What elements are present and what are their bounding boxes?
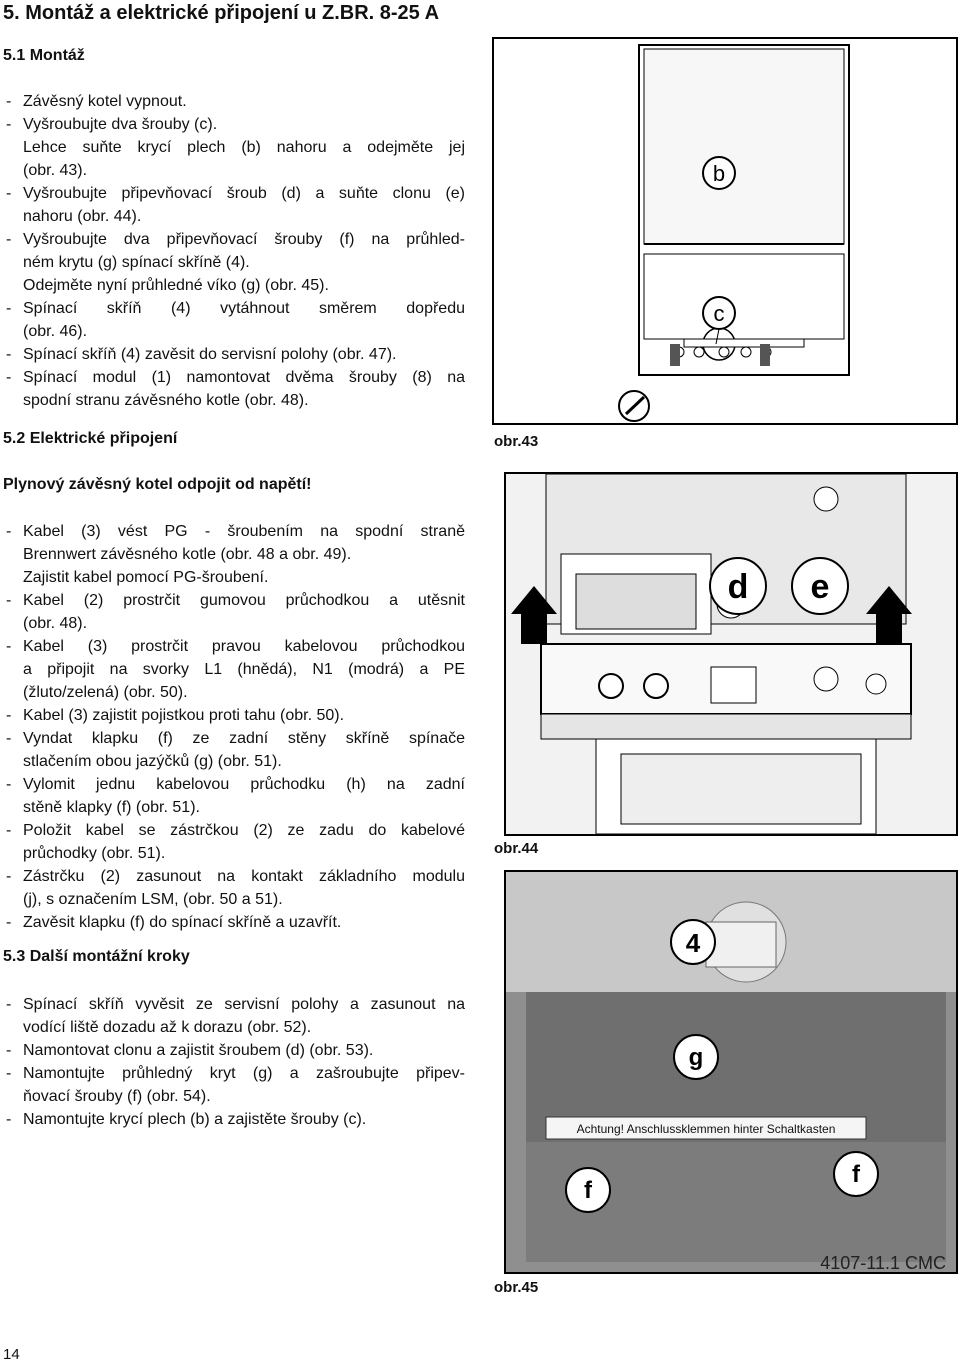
list-line: - Vyšroubujte dva šrouby (c). <box>3 113 465 136</box>
figure-44 <box>504 472 958 836</box>
heading-5-1: 5.1 Montáž <box>3 47 85 64</box>
list-line: spodní stranu závěsného kotle (obr. 48). <box>23 392 309 409</box>
warning-disconnect: Plynový závěsný kotel odpojit od napětí! <box>3 476 312 493</box>
photo-code: 4107-11.1 CMC <box>820 1253 946 1272</box>
caption-obr-44: obr.44 <box>494 840 539 857</box>
list-line: Brennwert závěsného kotle (obr. 48 a obr. 49). <box>23 546 352 563</box>
list-line: vodící liště dozadu až k dorazu (obr. 52). <box>23 1019 312 1036</box>
list-5-3 <box>3 993 465 1131</box>
boiler-front-drawing <box>494 39 956 423</box>
list-line: a připojit na svorky L1 (hnědá), N1 (modrá) a PE <box>23 661 465 678</box>
list-line: - Položit kabel se zástrčkou (2) ze zadu do kabelové <box>3 819 465 842</box>
label-f-right: f <box>852 1161 860 1188</box>
figure-43 <box>492 37 958 425</box>
heading-5-3: 5.3 Další montážní kroky <box>3 948 190 965</box>
list-line: stlačením obou jazýčků (g) (obr. 51). <box>23 753 282 770</box>
label-g: g <box>688 1044 704 1071</box>
label-c: c <box>713 301 725 326</box>
list-line: (obr. 43). <box>23 162 88 179</box>
list-line: - Namontujte průhledný kryt (g) a zašroubujte připev- <box>3 1062 465 1085</box>
list-line: - Namontujte krycí plech (b) a zajistěte šrouby (c). <box>3 1108 465 1131</box>
list-line: Zajistit kabel pomocí PG-šroubení. <box>23 569 269 586</box>
figure-45 <box>504 870 958 1274</box>
label-f-left: f <box>584 1177 592 1204</box>
list-line: Lehce suňte krycí plech (b) nahoru a odejměte jej <box>23 139 465 156</box>
boiler-panel-drawing <box>506 474 956 834</box>
list-line: - Kabel (3) vést PG - šroubením na spodní straně <box>3 520 465 543</box>
page-number: 14 <box>3 1346 20 1363</box>
heading-5-2: 5.2 Elektrické připojení <box>3 430 178 447</box>
list-line: - Závěsný kotel vypnout. <box>3 90 465 113</box>
caption-obr-43: obr.43 <box>494 433 539 450</box>
list-line: - Zavěsit klapku (f) do spínací skříně a uzavřít. <box>3 911 465 934</box>
list-line: nahoru (obr. 44). <box>23 208 142 225</box>
list-line: - Zástrčku (2) zasunout na kontakt základního modulu <box>3 865 465 888</box>
list-line: (obr. 46). <box>23 323 88 340</box>
list-line: - Spínací skříň vyvěsit ze servisní polohy a zasunout na <box>3 993 465 1016</box>
sticker-text: Achtung! Anschlussklemmen hinter Schaltkasten <box>576 1122 836 1136</box>
section-title: 5. Montáž a elektrické připojení u Z.BR. 8-25 A <box>3 2 440 24</box>
list-5-1 <box>3 90 465 412</box>
list-line: - Kabel (3) zajistit pojistkou proti tahu (obr. 50). <box>3 704 465 727</box>
list-line: - Vylomit jednu kabelovou průchodku (h) na zadní <box>3 773 465 796</box>
list-line: ňovací šrouby (f) (obr. 54). <box>23 1088 211 1105</box>
list-line: - Vyndat klapku (f) ze zadní stěny skříně spínače <box>3 727 465 750</box>
list-line: (obr. 48). <box>23 615 88 632</box>
list-line: Odejměte nyní průhledné víko (g) (obr. 45). <box>23 277 329 294</box>
list-line: (j), s označením LSM, (obr. 50 a 51). <box>23 891 283 908</box>
label-e: e <box>810 568 830 606</box>
label-4: 4 <box>685 928 701 958</box>
list-5-2 <box>3 520 465 934</box>
list-line: - Spínací modul (1) namontovat dvěma šrouby (8) na <box>3 366 465 389</box>
label-d: d <box>727 568 749 606</box>
list-line: - Kabel (3) prostrčit pravou kabelovou průchodkou <box>3 635 465 658</box>
label-b: b <box>712 161 726 186</box>
caption-obr-45: obr.45 <box>494 1279 539 1296</box>
control-box-photo <box>506 872 956 1272</box>
list-line: - Spínací skříň (4) vytáhnout směrem dopředu <box>3 297 465 320</box>
list-line: průchodky (obr. 51). <box>23 845 166 862</box>
list-line: - Vyšroubujte připevňovací šroub (d) a suňte clonu (e) <box>3 182 465 205</box>
list-line: - Spínací skříň (4) zavěsit do servisní polohy (obr. 47). <box>3 343 465 366</box>
list-line: stěně klapky (f) (obr. 51). <box>23 799 200 816</box>
list-line: - Kabel (2) prostrčit gumovou průchodkou a utěsnit <box>3 589 465 612</box>
list-line: ném krytu (g) spínací skříně (4). <box>23 254 250 271</box>
list-line: (žluto/zelená) (obr. 50). <box>23 684 188 701</box>
list-line: - Vyšroubujte dva připevňovací šrouby (f) na průhled- <box>3 228 465 251</box>
list-line: - Namontovat clonu a zajistit šroubem (d) (obr. 53). <box>3 1039 465 1062</box>
